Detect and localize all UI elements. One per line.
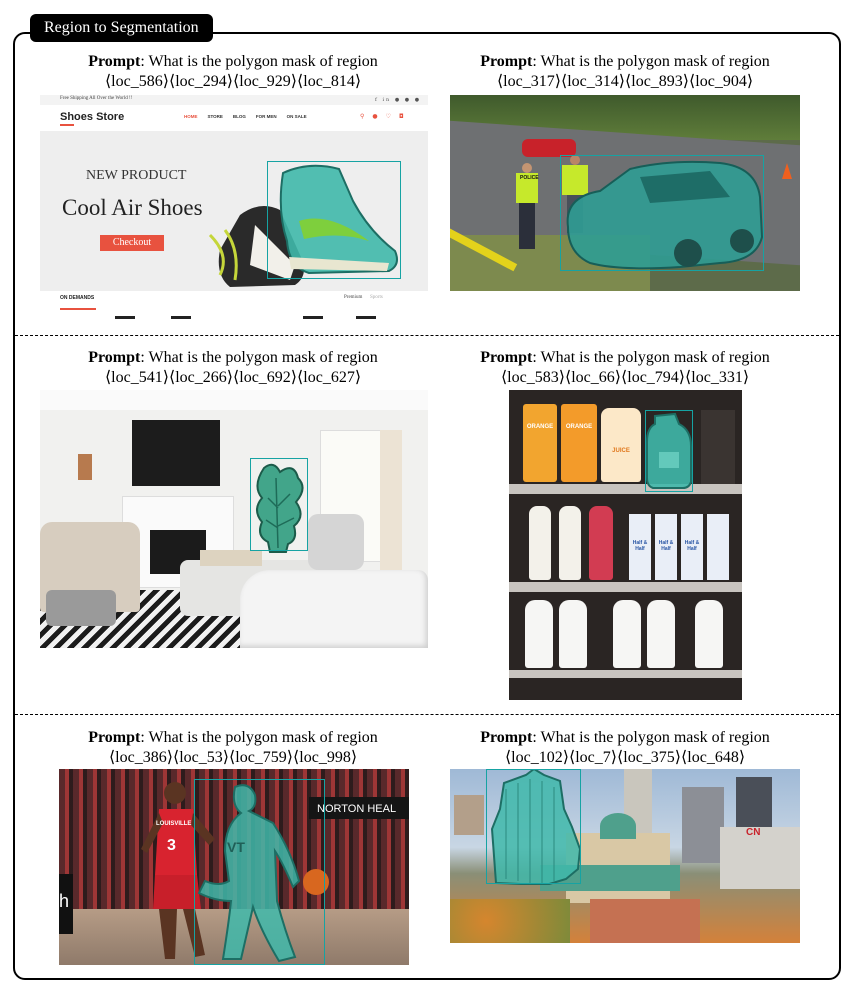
figure-title: Region to Segmentation (30, 14, 213, 42)
arena-letter: h (59, 891, 70, 911)
basketball-image (59, 769, 409, 965)
bounding-box (645, 410, 693, 492)
jersey-text: LOUISVILLE (156, 821, 192, 827)
section-label: ON DEMANDS (60, 295, 95, 301)
prompt-question: : What is the polygon mask of region (140, 349, 378, 366)
loc-tokens: ⟨loc_317⟩⟨loc_314⟩⟨loc_893⟩⟨loc_904⟩ (496, 73, 754, 90)
header-icons: ⚲●♡◘ (360, 113, 412, 120)
living-room-image (40, 390, 428, 648)
prompt-4 (425, 348, 825, 388)
bounding-box (560, 155, 764, 271)
loc-tokens: ⟨loc_586⟩⟨loc_294⟩⟨loc_929⟩⟨loc_814⟩ (104, 73, 362, 90)
store-brand: Shoes Store (60, 111, 125, 123)
prompt-label: Prompt (480, 349, 533, 366)
car-crash-image (450, 95, 800, 291)
product-label: ORANGE (565, 424, 593, 430)
loc-tokens: ⟨loc_386⟩⟨loc_53⟩⟨loc_759⟩⟨loc_998⟩ (108, 749, 358, 766)
product-label: Half & Half (658, 540, 674, 552)
filter-sports: Sports (370, 295, 383, 300)
row-divider-2 (15, 714, 839, 715)
prompt-6 (425, 728, 825, 768)
bounding-box (250, 458, 308, 551)
loc-tokens: ⟨loc_583⟩⟨loc_66⟩⟨loc_794⟩⟨loc_331⟩ (500, 369, 750, 386)
jersey-text: VT (227, 839, 245, 855)
prompt-3 (33, 348, 433, 388)
topbar-text: Free Shipping All Over the World !! (60, 96, 133, 101)
prompt-question: : What is the polygon mask of region (140, 53, 378, 70)
product-label: Half & Half (684, 540, 700, 552)
prompt-question: : What is the polygon mask of region (532, 349, 770, 366)
prompt-5 (33, 728, 433, 768)
prompt-label: Prompt (480, 729, 533, 746)
prompt-question: : What is the polygon mask of region (532, 53, 770, 70)
prompt-question: : What is the polygon mask of region (140, 729, 378, 746)
bounding-box (267, 161, 401, 279)
shoes-store-image (40, 95, 428, 319)
social-icons: f in ● ● ● (375, 97, 422, 103)
prompt-label: Prompt (88, 53, 141, 70)
headline-big: Cool Air Shoes (62, 195, 203, 220)
loc-tokens: ⟨loc_102⟩⟨loc_7⟩⟨loc_375⟩⟨loc_648⟩ (504, 749, 746, 766)
headline-small: NEW PRODUCT (86, 168, 187, 183)
product-label: Half & Half (632, 540, 648, 552)
jersey-number: 3 (167, 837, 176, 854)
store-nav: HOME STORE BLOG FOR MEN ON SALE (184, 114, 307, 119)
prompt-1 (33, 52, 433, 92)
prompt-label: Prompt (88, 729, 141, 746)
city-image (450, 769, 800, 943)
prompt-label: Prompt (88, 349, 141, 366)
bounding-box (194, 779, 325, 965)
product-label: ORANGE (526, 424, 554, 430)
prompt-label: Prompt (480, 53, 533, 70)
product-label: JUICE (612, 448, 630, 454)
loc-tokens: ⟨loc_541⟩⟨loc_266⟩⟨loc_692⟩⟨loc_627⟩ (104, 369, 362, 386)
bounding-box (486, 769, 581, 884)
prompt-question: : What is the polygon mask of region (532, 729, 770, 746)
filter-premium: Premium (344, 295, 363, 300)
building-sign: CN (746, 827, 761, 838)
prompt-2 (425, 52, 825, 92)
checkout-button: Checkout (100, 235, 164, 251)
row-divider-1 (15, 335, 839, 336)
arena-banner: NORTON HEAL (317, 803, 397, 815)
police-vest-label: POLICE (520, 175, 539, 181)
fridge-image (509, 390, 742, 700)
